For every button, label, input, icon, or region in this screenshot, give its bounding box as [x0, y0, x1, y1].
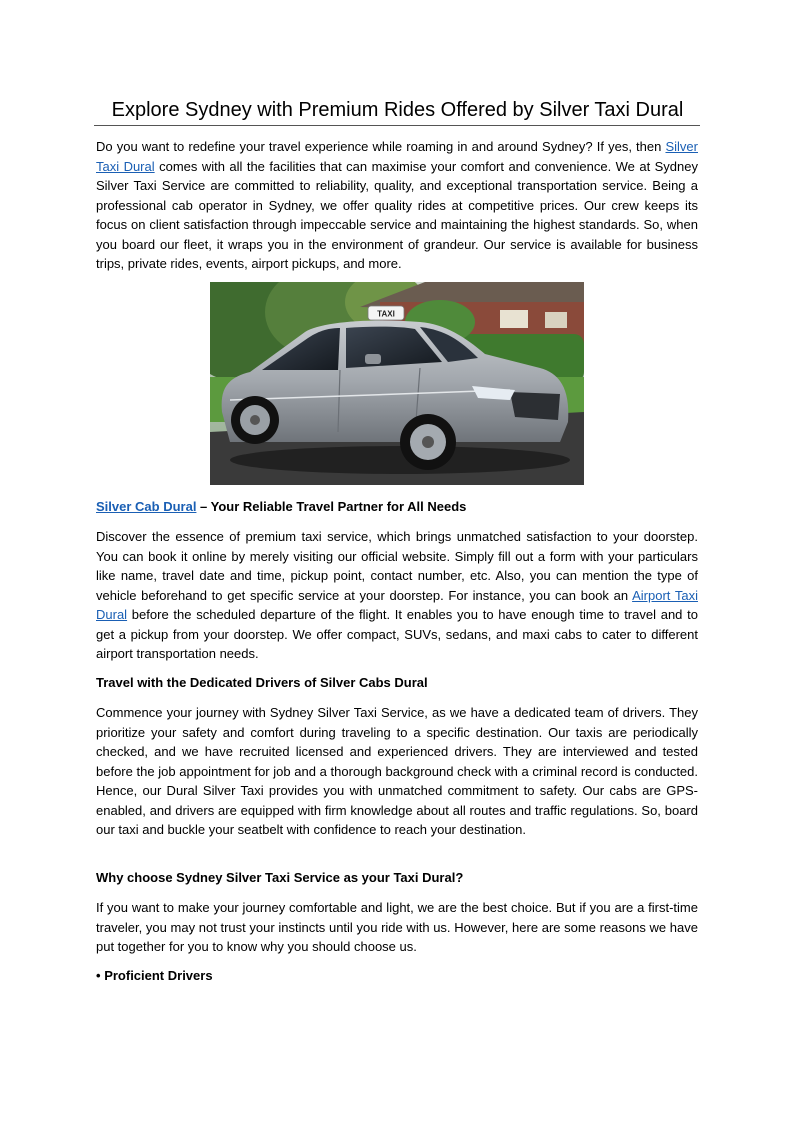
section1-text-end: before the scheduled departure of the flight. It enables you to have enough time to travel and to get a pickup from your doorstep. We offer compact, SUVs, sedans, and maxi cabs to cater to different airport transportation needs.	[96, 607, 698, 661]
section1-paragraph	[96, 527, 698, 664]
intro-text-end: comes with all the facilities that can maximise your comfort and convenience. We at Sydney Silver Taxi Service are committed to reliability, quality, and exceptional transportation service. Being a professional cab operator in Sydney, we offer quality rides at competitive prices. Our crew keeps its focus on client satisfaction through impeccable service and maintaining the highest standards. So, when you board our fleet, it wraps you in the environment of grandeur. Our service is available for business trips, private rides, events, airport pickups, and more.	[96, 158, 699, 271]
title-underline	[94, 125, 700, 126]
intro-text-start: Do you want to redefine your travel experience while roaming in and around Sydney? If yes, then	[96, 139, 666, 154]
silver-taxi-dural-link[interactable]: Silver Taxi Dural	[96, 139, 698, 174]
silver-taxi-photo	[210, 282, 584, 485]
bullet-text: Proficient Drivers	[104, 968, 213, 983]
section1-heading	[96, 497, 698, 517]
section1-heading-text: – Your Reliable Travel Partner for All Needs	[196, 499, 467, 514]
airport-taxi-dural-link[interactable]: Airport Taxi Dural	[96, 587, 698, 622]
section1-text-start: Discover the essence of premium taxi service, which brings unmatched satisfaction to your doorstep. You can book it online by merely visiting our official website. Simply fill out a form with your particulars like name, travel date and time, pickup point, contact number, etc. Also, you can mention the type of vehicle beforehand to get specific service at your doorstep. For instance, you can book an	[96, 529, 698, 603]
intro-paragraph	[96, 137, 698, 274]
section2-paragraph: Commence your journey with Sydney Silver Taxi Service, as we have a dedicated team of drivers. They prioritize your safety and comfort during traveling to a specific destination. Our taxis are periodically checked, and we have recruited licensed and experienced drivers. They are interviewed and tested before the job appointment for job and a thorough background check with a criminal record is conducted. Hence, our Dural Silver Taxi provides you with unmatched commitment to safety. Our cabs are GPS-enabled, and drivers are equipped with firm knowledge about all routes and traffic regulations. So, board our taxi and buckle your seatbelt with confidence to reach your destination.	[96, 705, 698, 837]
section3-heading: Why choose Sydney Silver Taxi Service as your Taxi Dural?	[96, 870, 464, 885]
taxi-roof-sign: TAXI	[377, 309, 395, 319]
section3-paragraph: If you want to make your journey comfortable and light, we are the best choice. But if you are a first-time traveler, you may not trust your instincts until you ride with us. However, here are some reasons we have put together for you to know why you should choose us.	[96, 900, 698, 954]
silver-cab-dural-link[interactable]: Silver Cab Dural	[96, 499, 197, 514]
page-title: Explore Sydney with Premium Rides Offered by Silver Taxi Dural	[111, 99, 684, 121]
bullet-marker: •	[96, 968, 101, 983]
section2-heading: Travel with the Dedicated Drivers of Silver Cabs Dural	[96, 675, 428, 690]
bullet-item	[96, 966, 698, 986]
